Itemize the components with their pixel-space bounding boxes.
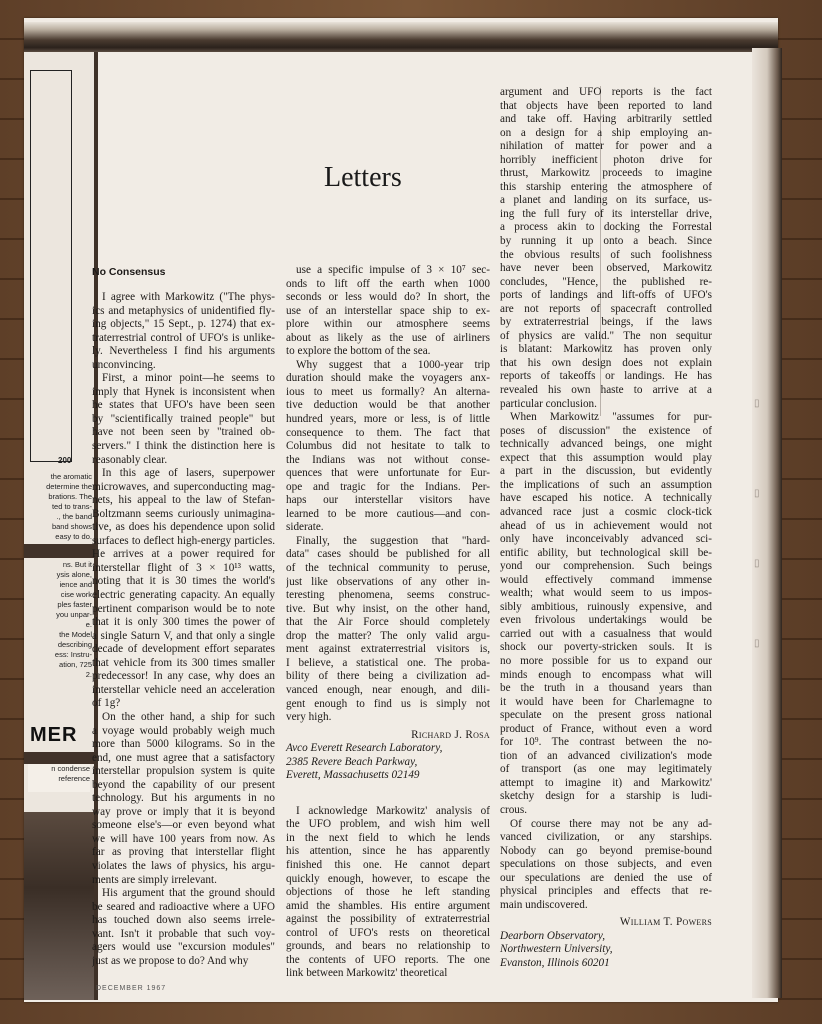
text-line: ing the full fury of its interstellar drive, <box>500 207 712 220</box>
text-line: tive deduction would be that another <box>286 399 490 412</box>
fragment-line: describing <box>57 640 92 649</box>
text-line: the contents of UFO reports. The one <box>286 953 490 966</box>
text-line: He arrives at a power required for <box>92 548 275 561</box>
text-line: decade of development effort separates <box>92 643 275 656</box>
letter-signature: Richard J. Rosa <box>411 728 490 741</box>
fragment-line: the aromatic <box>50 472 92 481</box>
letter-signature: William T. Powers <box>619 916 712 929</box>
text-line: gent enough to find us is simply not <box>286 697 490 710</box>
text-line: sibly ambitious, ruinously expensive, and <box>500 600 712 613</box>
page-footer-date: DECEMBER 1967 <box>96 985 167 992</box>
text-line: ope and tragic for the Indians. Per- <box>286 480 490 493</box>
text-line: have escaped his notice. A technically <box>500 492 712 505</box>
text-line: just like observations of any other in- <box>286 575 490 588</box>
fragment-line: n condense <box>51 764 90 773</box>
text-line: Why suggest that a 1000-year trip <box>296 358 490 371</box>
author-affiliation: Dearborn Observatory, <box>500 929 606 942</box>
adjacent-dark-photo <box>24 812 94 1000</box>
fragment-line: ns. But it <box>62 560 92 569</box>
text-line: thrust, Markowitz proceeds to imagine <box>500 167 712 180</box>
fragment-line: band shows <box>51 522 92 531</box>
fragment-line: the Model <box>59 630 92 639</box>
column-2 <box>286 264 490 981</box>
text-line: in the next field to which he lends <box>286 831 490 844</box>
text-line: speculations on those subjects, and even <box>500 858 712 871</box>
author-affiliation: Evanston, Illinois 60201 <box>500 957 610 969</box>
fragment-line: cise work <box>60 590 92 599</box>
text-line: sketchy design for a starship is ludi- <box>500 790 712 803</box>
fragment-line: ted to trans- <box>51 502 92 511</box>
text-line: way prove or imply that it is beyond <box>92 805 275 818</box>
text-line: shock our poverty-stricken souls. It is <box>500 641 712 654</box>
text-line: more than 5000 kilograms. So in the <box>92 738 275 751</box>
text-line: unconvincing. <box>92 358 156 371</box>
fragment-line: determine the <box>46 482 92 491</box>
paragraph <box>286 264 490 359</box>
text-line: the UFO problem, and wish him well <box>286 818 490 831</box>
text-line: teresting phenomena, seems construc- <box>286 589 490 602</box>
text-line: horribly inefficient photon drive for <box>500 153 712 166</box>
text-line: reasonably clear. <box>92 453 168 466</box>
fragment-line: ysis alone, <box>56 570 92 579</box>
text-line: vanced civilization, or any starships. <box>500 831 712 844</box>
text-line: wealth; what would seem to us impos- <box>500 587 712 600</box>
text-line: plore within our atmosphere seems <box>286 318 490 331</box>
fragment-line: brations. The <box>48 492 92 501</box>
text-line: our speculations are denied the use of <box>500 871 712 884</box>
text-line: his attention, since he has apparently <box>286 845 490 858</box>
fragment-line: you unpar- <box>56 610 92 619</box>
text-line: ments are simply irrelevant. <box>92 873 217 886</box>
column-3 <box>500 86 712 971</box>
text-line: of the technical community to peruse, <box>286 562 490 575</box>
text-line: has touched down also seems irrele- <box>92 914 275 927</box>
text-line: on a design for a ship employing an- <box>500 126 712 139</box>
adjacent-page-fragment <box>24 52 98 1000</box>
fragment-line: e. <box>85 620 92 629</box>
text-line: surfaces to deflect high-energy particles. <box>92 534 275 547</box>
text-line: ment against extraterrestrial visitors is, <box>286 643 490 656</box>
text-line: that the Air Force should completely <box>286 616 490 629</box>
text-line: yond our comprehension. Such beings <box>500 560 712 573</box>
text-line: that it is only 300 times the power of <box>92 616 275 629</box>
text-line: for 10⁹. The contrast between the no- <box>500 736 712 749</box>
text-line: that his own design does not explain <box>500 356 712 369</box>
text-line: bility of there being a civilization ad- <box>286 670 490 683</box>
column-1 <box>92 266 275 968</box>
letter-heading: No Consensus <box>92 266 166 278</box>
text-line: nihilation of matter for power and a <box>500 140 712 153</box>
text-line: is blatant: Markowitz has proven only <box>500 343 712 356</box>
text-line: the Indians was not without conse- <box>286 453 490 466</box>
text-line: ahead of us in achievement would not <box>500 519 712 532</box>
text-line: ports of landings and lift-offs of UFO's <box>500 289 712 302</box>
text-line: tive. But why insist, on the other hand, <box>286 602 490 615</box>
text-line: violates the laws of physics, his argu- <box>92 859 275 872</box>
text-line: speculate on the present gross national <box>500 709 712 722</box>
adjacent-text-top <box>28 472 92 542</box>
text-line: tive, as does his dependence upon solid <box>92 521 275 534</box>
text-line: tion of an advanced civilization's mode <box>500 749 712 762</box>
text-line: poses of discussion" the existence of <box>500 424 712 437</box>
text-line: On the other hand, a ship for such <box>102 710 275 723</box>
text-line: even frivolous undertakings would be <box>500 614 712 627</box>
text-line: crous. <box>500 803 528 816</box>
text-line: are not reports of spacecraft controlled <box>500 302 712 315</box>
text-line: imply that Hynek is inconsistent when <box>92 385 275 398</box>
text-line: vanced enough, near enough, and dili- <box>286 683 490 696</box>
bleed-through-mark: ▯ <box>754 638 760 649</box>
text-line: a voyage would probably weigh much <box>92 724 275 737</box>
text-line: would effectively command immense <box>500 573 712 586</box>
text-line: of physics are valid." The non sequitur <box>500 329 712 342</box>
fragment-line: easy to do. <box>55 532 92 541</box>
text-line: by extraterrestrial beings, if the laws <box>500 316 712 329</box>
text-line: physical principles and effects that re- <box>500 885 712 898</box>
text-line: Nobody can go beyond premise-bound <box>500 844 712 857</box>
paragraph <box>286 805 490 981</box>
text-line: data" cases should be published for all <box>286 548 490 561</box>
adjacent-text-mid <box>28 560 92 680</box>
letter-separator <box>286 783 490 805</box>
text-line: only have inconceivably advanced sci- <box>500 533 712 546</box>
text-line: microwaves, and superconducting mag- <box>92 480 275 493</box>
fragment-line: ess: Instru- <box>54 650 92 659</box>
text-line: interstellar propulsion system is quite <box>92 765 275 778</box>
text-line: far as proving that interstellar flight <box>92 846 275 859</box>
paragraph <box>286 535 490 725</box>
text-line: of transport (as one may legitimately <box>500 763 712 776</box>
bleed-through-mark: ▯ <box>754 398 760 409</box>
paragraph <box>92 711 275 887</box>
text-line: Finally, the suggestion that "hard- <box>296 534 490 547</box>
fragment-line: 2. <box>85 670 92 679</box>
text-line: argument and UFO reports is the fact <box>500 86 712 98</box>
text-line: beyond the capability of our present <box>92 778 275 791</box>
text-line: Boltzmann seems curiously unimagina- <box>92 507 275 520</box>
text-line: nets, his appeal to the law of Stefan- <box>92 494 275 507</box>
author-affiliation: Northwestern University, <box>500 943 613 956</box>
text-line: ly. Nevertheless I find his arguments <box>92 345 275 358</box>
text-line: I agree with Markowitz ("The phys- <box>102 291 275 303</box>
text-line: agers would use "excursion modules" <box>92 941 275 954</box>
text-line: ious to meet us formally? An alterna- <box>286 385 490 398</box>
text-line: vant. Isn't it probable that such voy- <box>92 927 275 940</box>
text-line: by "scientifically trained people" but <box>92 412 275 425</box>
text-line: against the possibility of extraterrestrial <box>286 913 490 926</box>
text-line: siderate. <box>286 521 324 534</box>
text-line: pertinent comparison would be to note <box>92 602 275 615</box>
text-line: a planet and landing on its surface, us- <box>500 194 712 207</box>
bleed-through-mark: ▯ <box>754 488 760 499</box>
text-line: His argument that the ground should <box>102 887 275 900</box>
text-line: particular conclusion. <box>500 397 597 410</box>
text-line: I believe, a statistical one. The proba- <box>286 656 490 669</box>
text-line: Columbus did not hesitate to talk to <box>286 440 490 453</box>
adjacent-banner: MER <box>30 724 78 746</box>
text-line: be seared and radioactive where a UFO <box>92 900 275 913</box>
text-line: that vehicle from its 300 times smaller <box>92 656 275 669</box>
text-line: the implications of such an assumption <box>500 478 712 491</box>
text-line: servers." I think the distinction here is <box>92 440 275 453</box>
text-line: drop the matter? The only valid argu- <box>286 629 490 642</box>
text-line: technology. But his arguments in no <box>92 792 275 805</box>
text-line: end, one must agree that a satisfactory <box>92 751 275 764</box>
text-line: traterrestrial control of UFO's is unlike- <box>92 331 275 344</box>
text-line: control of UFO's rests on theoretical <box>286 926 490 939</box>
text-line: I acknowledge Markowitz' analysis of <box>296 804 490 817</box>
author-affiliation: Avco Everett Research Laboratory, <box>286 742 443 755</box>
paragraph <box>286 359 490 535</box>
bleed-through-mark: ▯ <box>754 558 760 569</box>
paragraph <box>500 86 712 411</box>
paragraph <box>92 467 275 711</box>
text-line: noting that it is 30 times the world's <box>92 575 275 588</box>
text-line: objections of those he left standing <box>286 886 490 899</box>
text-line: to explore the bottom of the sea. <box>286 345 431 358</box>
text-line: be the truth in a thousand years than <box>500 682 712 695</box>
text-line: hundred years, more or less, is of little <box>286 413 490 426</box>
text-line: a part in the discussion, but evidently <box>500 465 712 478</box>
text-line: of 1g? <box>92 697 121 710</box>
text-line: consequence to them. The fact that <box>286 426 490 439</box>
text-line: advanced race just a cosmic clock-tick <box>500 505 712 518</box>
text-line: When Markowitz "assumes for pur- <box>510 411 712 424</box>
divider-band <box>24 544 94 558</box>
text-line: the obvious results of such foolishness <box>500 248 712 261</box>
text-line: quences that were unfortunate for Eur- <box>286 467 490 480</box>
text-line: product of France, without even a word <box>500 722 712 735</box>
text-line: interstellar vehicle need an acceleration <box>92 683 275 696</box>
page-right-edge <box>752 48 782 998</box>
text-line: predecessor! In any case, why does an <box>92 670 275 683</box>
text-line: quickly enough, however, to escape the <box>286 872 490 885</box>
paragraph <box>92 291 275 372</box>
text-line: technically advanced beings, one might <box>500 438 712 451</box>
paragraph <box>92 887 275 968</box>
adjacent-page-number: 200 <box>58 456 72 465</box>
author-affiliation: 2385 Revere Beach Parkway, <box>286 755 418 768</box>
fragment-line: ience and <box>59 580 92 589</box>
text-line: link between Markowitz' theoretical <box>286 967 448 980</box>
text-line: seconds or less would do? In short, the <box>286 291 490 304</box>
text-line: onds to lift off the earth when 1000 <box>286 277 490 290</box>
text-line: concludes, "Hence, the published re- <box>500 275 712 288</box>
text-line: finished this one. He cannot depart <box>286 858 490 871</box>
text-line: have not been seen by "trained ob- <box>92 426 275 439</box>
text-line: we will have 100 years from now. As <box>92 832 275 845</box>
text-line: reports of takeoffs or landings. He has <box>500 370 712 383</box>
text-line: revealed his own haste to arrive at a <box>500 384 712 397</box>
text-line: In this age of lasers, superpower <box>102 467 275 480</box>
fragment-line: ., the band <box>56 512 92 521</box>
text-line: this starship entering the atmosphere of <box>500 180 712 193</box>
text-line: use of an interstellar space ship to ex- <box>286 304 490 317</box>
paragraph <box>92 372 275 467</box>
text-line: interstellar flight of 3 × 10¹³ watts, <box>92 561 275 574</box>
text-line: grounds, and bears no relationship to <box>286 940 490 953</box>
text-line: by running it up onto a beach. Since <box>500 235 712 248</box>
fragment-line: ation, 725 <box>59 660 92 669</box>
fragment-line: ples faster <box>57 600 92 609</box>
text-line: about as likely as the use of airliners <box>286 331 490 344</box>
text-line: minds enough to encompass what will <box>500 668 712 681</box>
text-line: ics and metaphysics of unidentified fly- <box>92 304 275 317</box>
figure-frame <box>30 70 72 462</box>
paragraph <box>500 818 712 913</box>
text-line: amid the shambles. His entire argument <box>286 899 490 912</box>
text-line: have never been observed, Markowitz <box>500 262 712 275</box>
text-line: expect that this assumption would play <box>500 451 712 464</box>
text-line: he states that UFO's have been seen <box>92 399 275 412</box>
text-line: ing objects," 15 Sept., p. 1274) that ex- <box>92 318 275 331</box>
text-line: Of course there may not be any ad- <box>510 817 712 830</box>
text-line: that objects have been reported to land <box>500 99 712 112</box>
page-top-shadow-band <box>24 22 778 52</box>
fragment-line: reference <box>58 774 90 783</box>
text-line: and take off. Having arbitrarily settled <box>500 113 712 126</box>
text-line: use a specific impulse of 3 × 10⁷ sec- <box>296 264 490 276</box>
text-line: a process akin to docking the Forrestal <box>500 221 712 234</box>
text-line: electric generating capacity. An equally <box>92 589 275 602</box>
text-line: someone else's—or even beyond what <box>92 819 275 832</box>
text-line: First, a minor point—he seems to <box>102 372 275 385</box>
text-line: carried out with a casualness that would <box>500 627 712 640</box>
text-line: attempt to imagine it) and Markowitz' <box>500 776 712 789</box>
text-line: just as we propose to do? And why <box>92 954 249 967</box>
text-line: main undiscovered. <box>500 898 588 911</box>
text-line: learned to be more cautious—and con- <box>286 507 490 520</box>
text-line: no more possible for us to expand our <box>500 654 712 667</box>
paragraph <box>500 411 712 817</box>
text-line: duration should make the voyagers anx- <box>286 372 490 385</box>
text-line: entific ability, but technological skill be- <box>500 546 712 559</box>
adjacent-reference-box <box>28 764 90 792</box>
text-line: very high. <box>286 711 332 724</box>
text-line: a single Saturn V, and that only a single <box>92 629 275 642</box>
text-line: haps our interstellar visitors have <box>286 494 490 507</box>
author-affiliation: Everett, Massachusetts 02149 <box>286 769 420 782</box>
text-line: it would have been for Charlemagne to <box>500 695 712 708</box>
divider-band <box>24 752 94 764</box>
